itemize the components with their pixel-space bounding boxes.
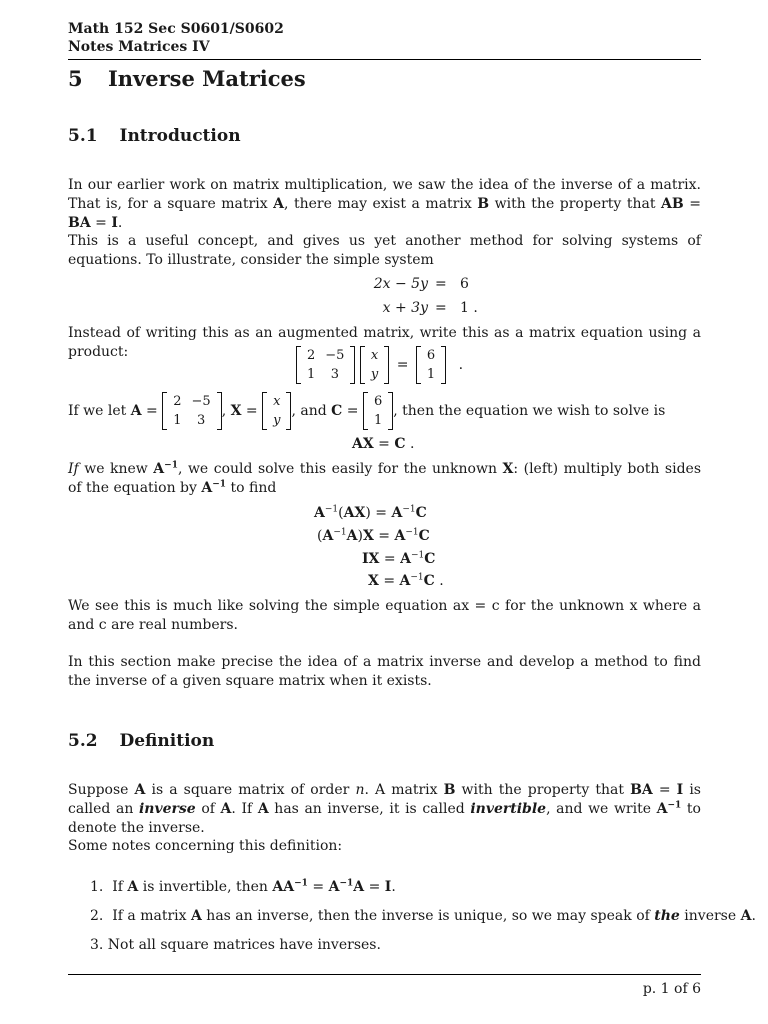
note-item-1: 1. If A is invertible, then $AA^{-1} = A^{-1}A = I$. xyxy=(90,878,396,895)
inline-matrix-x xyxy=(262,392,291,430)
ia12: −5 xyxy=(191,394,211,409)
ic1: 6 xyxy=(373,394,383,409)
ix1: x xyxy=(273,394,281,409)
p4-end: , then the equation we wish to solve is xyxy=(393,403,666,419)
notes-intro: Some notes concerning this definition: xyxy=(68,838,343,854)
intro-paragraph-2: This is a useful concept, and gives us yet another method for solving systems of equations. To illustrate, consider the simple system xyxy=(68,233,701,268)
intro-paragraph-5: If we knew $A^{-1}$, we could solve this easily for the unknown X: (left) multiply both sides of the equation by $A^{-1}$ to find xyxy=(68,460,701,496)
note-item-3: 3. Not all square matrices have inverses. xyxy=(90,937,381,953)
subsection-definition-heading xyxy=(68,731,214,751)
c1: 6 xyxy=(426,348,436,363)
ic2: 1 xyxy=(373,413,383,428)
footer-rule xyxy=(68,974,701,975)
notes-title: Notes Matrices IV xyxy=(68,39,210,55)
derivation-line-4: $X = A^{-1}C$ . xyxy=(368,572,444,589)
ia22: 3 xyxy=(196,413,206,428)
matrix-c xyxy=(416,346,446,384)
eq1-left: 2x − 5y xyxy=(373,276,428,292)
a21: 1 xyxy=(307,367,316,382)
page-number: p. 1 of 6 xyxy=(642,981,701,997)
definition-number: 5.2 xyxy=(68,731,98,751)
ax-c-equation: AX = C . xyxy=(352,436,415,452)
intro-p1-text: In our earlier work on matrix multiplication, we saw the idea of the inverse of a matrix. That is, for a square matrix xyxy=(68,177,701,212)
document-page xyxy=(68,0,756,1024)
ia21: 1 xyxy=(173,413,182,428)
x1: x xyxy=(370,348,379,363)
intro-paragraph-6: We see this is much like solving the simple equation ax = c for the unknown x where a and c are real numbers. xyxy=(68,598,701,633)
p5-end: , we could solve this easily for the unknown xyxy=(177,461,497,477)
eq2-right: 1 . xyxy=(460,300,478,316)
inline-matrix-a xyxy=(162,392,221,430)
intro-paragraph-3: Instead of writing this as an augmented matrix, write this as a matrix equation using a product: xyxy=(68,325,701,360)
p4-start: If we let xyxy=(68,403,127,419)
x2: y xyxy=(370,367,379,382)
section-title: Inverse Matrices xyxy=(107,66,306,91)
eq2-equals: = xyxy=(435,300,447,316)
matrix-a xyxy=(296,346,355,384)
eq2-left: x + 3y xyxy=(382,300,428,316)
eq1-equals: = xyxy=(435,276,447,292)
course-header xyxy=(68,20,284,56)
a12: −5 xyxy=(325,348,345,363)
note-item-2: 2. If a matrix A has an inverse, then the inverse is unique, so we may speak of the inverse A. xyxy=(90,908,756,924)
a11: 2 xyxy=(307,348,316,363)
definition-paragraph: Suppose A is a square matrix of order n. A matrix B with the property that BA = I is called an inverse of A. If A has an inverse, it is called invertible, and we write $A^{-1}$ to denote the inverse. xyxy=(68,782,701,836)
inline-matrix-c xyxy=(363,392,393,430)
eq1-right: 6 xyxy=(460,276,469,292)
intro-paragraph-1: In our earlier work on matrix multiplication, we saw the idea of the inverse of a matrix. That is, for a square matrix A, there may exist a matrix B with the property that AB = BA = I. xyxy=(68,177,702,231)
course-title: Math 152 Sec S0601/S0602 xyxy=(68,21,284,37)
ix2: y xyxy=(273,413,281,428)
a22: 3 xyxy=(330,367,339,382)
section-heading xyxy=(68,66,306,91)
definition-title: Definition xyxy=(119,731,215,751)
derivation-line-1: $A^{-1}(AX) = A^{-1}C$ xyxy=(314,504,427,521)
section-number: 5 xyxy=(68,66,83,91)
matrix-x xyxy=(360,346,389,384)
c2: 1 xyxy=(426,367,436,382)
intro-paragraph-7: In this section make precise the idea of a matrix inverse and develop a method to find the inverse of a given square matrix when it exists. xyxy=(68,654,701,689)
subsection-title: Introduction xyxy=(119,126,241,146)
derivation-line-3: IX = $A^{-1}C$ xyxy=(362,550,436,567)
intro-paragraph-4: If we let A = 2 −5 1 3 , X = x y , and C = 6 1 , then the equation we wish to solve is xyxy=(68,394,666,428)
subsection-intro-heading xyxy=(68,126,241,146)
derivation-line-2: $(A^{-1}A)X = A^{-1}C$ xyxy=(317,527,430,544)
subsection-number: 5.1 xyxy=(68,126,98,146)
ia11: 2 xyxy=(173,394,182,409)
matrix-equation: 2 −5 1 3 x y = 6 1 . xyxy=(296,346,463,384)
header-rule xyxy=(68,59,701,60)
